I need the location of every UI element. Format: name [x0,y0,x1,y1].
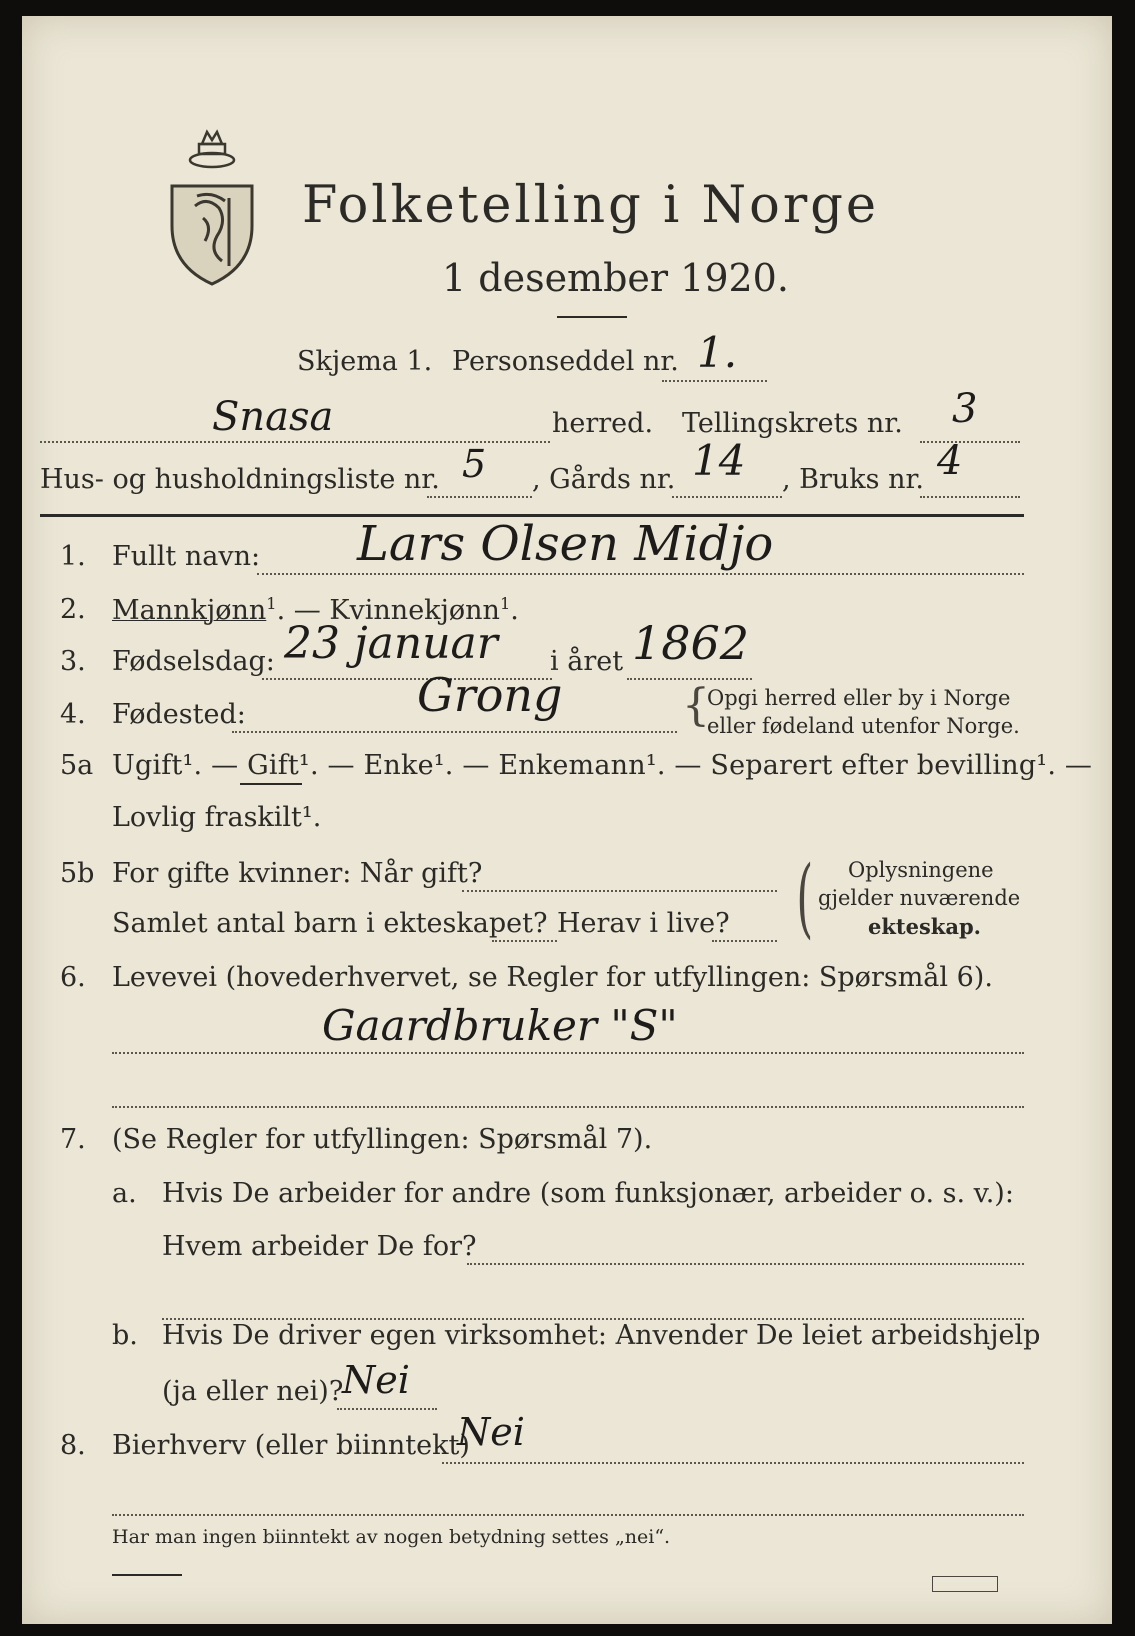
q5b-children-line [492,940,557,942]
q6-line1 [112,1052,1024,1054]
census-form [22,16,1112,1624]
q4-note-line2: eller fødeland utenfor Norge. [707,714,1020,738]
q5a-gift-underline [240,783,302,785]
q5b-note-line3: ekteskap. [868,914,981,939]
q7-label: (Se Regler for utfyllingen: Spørsmål 7). [112,1124,653,1155]
q7a-line1: Hvis De arbeider for andre (som funksjonær, arbeider o. s. v.): [162,1178,1014,1209]
q3-year-value: 1862 [632,616,750,670]
q5b-alive-label: Herav i live? [557,908,730,939]
q7a-letter: a. [112,1178,137,1209]
q3-day-value: 23 januar [284,618,498,669]
q4-label: Fødested: [112,699,246,730]
q8-label: Bierhverv (eller biinntekt) [112,1430,470,1461]
husliste-value: 5 [462,442,487,486]
q1-value: Lars Olsen Midjo [357,516,774,572]
q7b-line2: (ja eller nei)? [162,1376,344,1407]
q7a-line [467,1263,1024,1265]
husliste-label: Hus- og husholdningsliste nr. [40,464,440,495]
footer-note: Har man ingen biinntekt av nogen betydning settes „nei“. [112,1526,671,1548]
bruks-label: , Bruks nr. [782,464,925,495]
q1-line [257,573,1024,575]
q4-note-line1: Opgi herred eller by i Norge [707,686,1011,710]
q5b-brace: ( [796,848,814,948]
q2-sex-options: Mannkjønn$^1$. — Kvinnekjønn$^1$. [112,594,519,626]
tellingskrets-label: Tellingskrets nr. [682,408,903,439]
q3-year-label: i året [550,646,624,677]
skjema-label: Skjema 1. [297,346,433,377]
q8-value: Nei [457,1410,525,1454]
q4-value: Grong [417,668,563,722]
q2-female: Kvinnekjønn [329,595,500,626]
personseddel-value: 1. [697,328,738,377]
gards-line [672,496,782,498]
q5b-married-line [462,890,777,892]
q1-number: 1. [60,541,86,572]
herred-label: herred. [552,408,654,439]
q6-value: Gaardbruker "S" [322,1001,678,1050]
norway-coat-of-arms-icon [167,126,257,286]
bruks-line [920,496,1020,498]
bruks-value: 4 [937,438,963,484]
q5b-note-line1: Oplysningene [848,858,994,882]
form-title: Folketelling i Norge [302,176,880,235]
q7b-line1: Hvis De driver egen virksomhet: Anvender De leiet arbeidshjelp [162,1320,1041,1351]
printer-stamp [932,1576,998,1592]
gards-value: 14 [692,436,746,485]
q7b-answer-line [337,1408,437,1410]
tellingskrets-value: 3 [952,386,978,432]
q6-number: 6. [60,962,86,993]
q6-line2 [112,1106,1024,1108]
q7b-letter: b. [112,1320,138,1351]
q8-number: 8. [60,1430,86,1461]
gards-label: , Gårds nr. [532,464,676,495]
q1-label: Fullt navn: [112,541,261,572]
q5b-married-label: For gifte kvinner: Når gift? [112,858,483,889]
q3-label: Fødselsdag: [112,646,275,677]
husliste-line [427,496,532,498]
q4-number: 4. [60,699,86,730]
q5a-line2: Lovlig fraskilt¹. [112,802,322,833]
q7-number: 7. [60,1124,86,1155]
title-divider [557,316,627,318]
personseddel-label: Personseddel nr. [452,346,679,377]
census-date: 1 desember 1920. [442,256,789,300]
q4-brace: { [682,680,710,731]
q3-number: 3. [60,646,86,677]
tellingskrets-line [920,441,1020,443]
q4-line [232,731,677,733]
q5a-number: 5a [60,750,94,781]
q5a-line1: Ugift¹. — Gift¹. — Enke¹. — Enkemann¹. — Separert efter bevilling¹. — [112,750,1093,781]
q8-line [442,1462,1024,1464]
q2-male: Mannkjønn [112,595,267,626]
q6-label: Levevei (hovederhvervet, se Regler for utfyllingen: Spørsmål 6). [112,962,993,993]
q5b-number: 5b [60,858,95,889]
herred-value: Snasa [212,394,334,440]
q2-number: 2. [60,594,86,625]
q5b-children-label: Samlet antal barn i ekteskapet? [112,908,548,939]
q5b-alive-line [712,940,777,942]
personseddel-line [662,380,767,382]
q5b-note-line2: gjelder nuværende [818,886,1021,910]
footer-divider [112,1574,182,1576]
q7a-line2: Hvem arbeider De for? [162,1231,477,1262]
q7b-value: Nei [342,1358,410,1402]
q8-line-extra [112,1514,1024,1516]
